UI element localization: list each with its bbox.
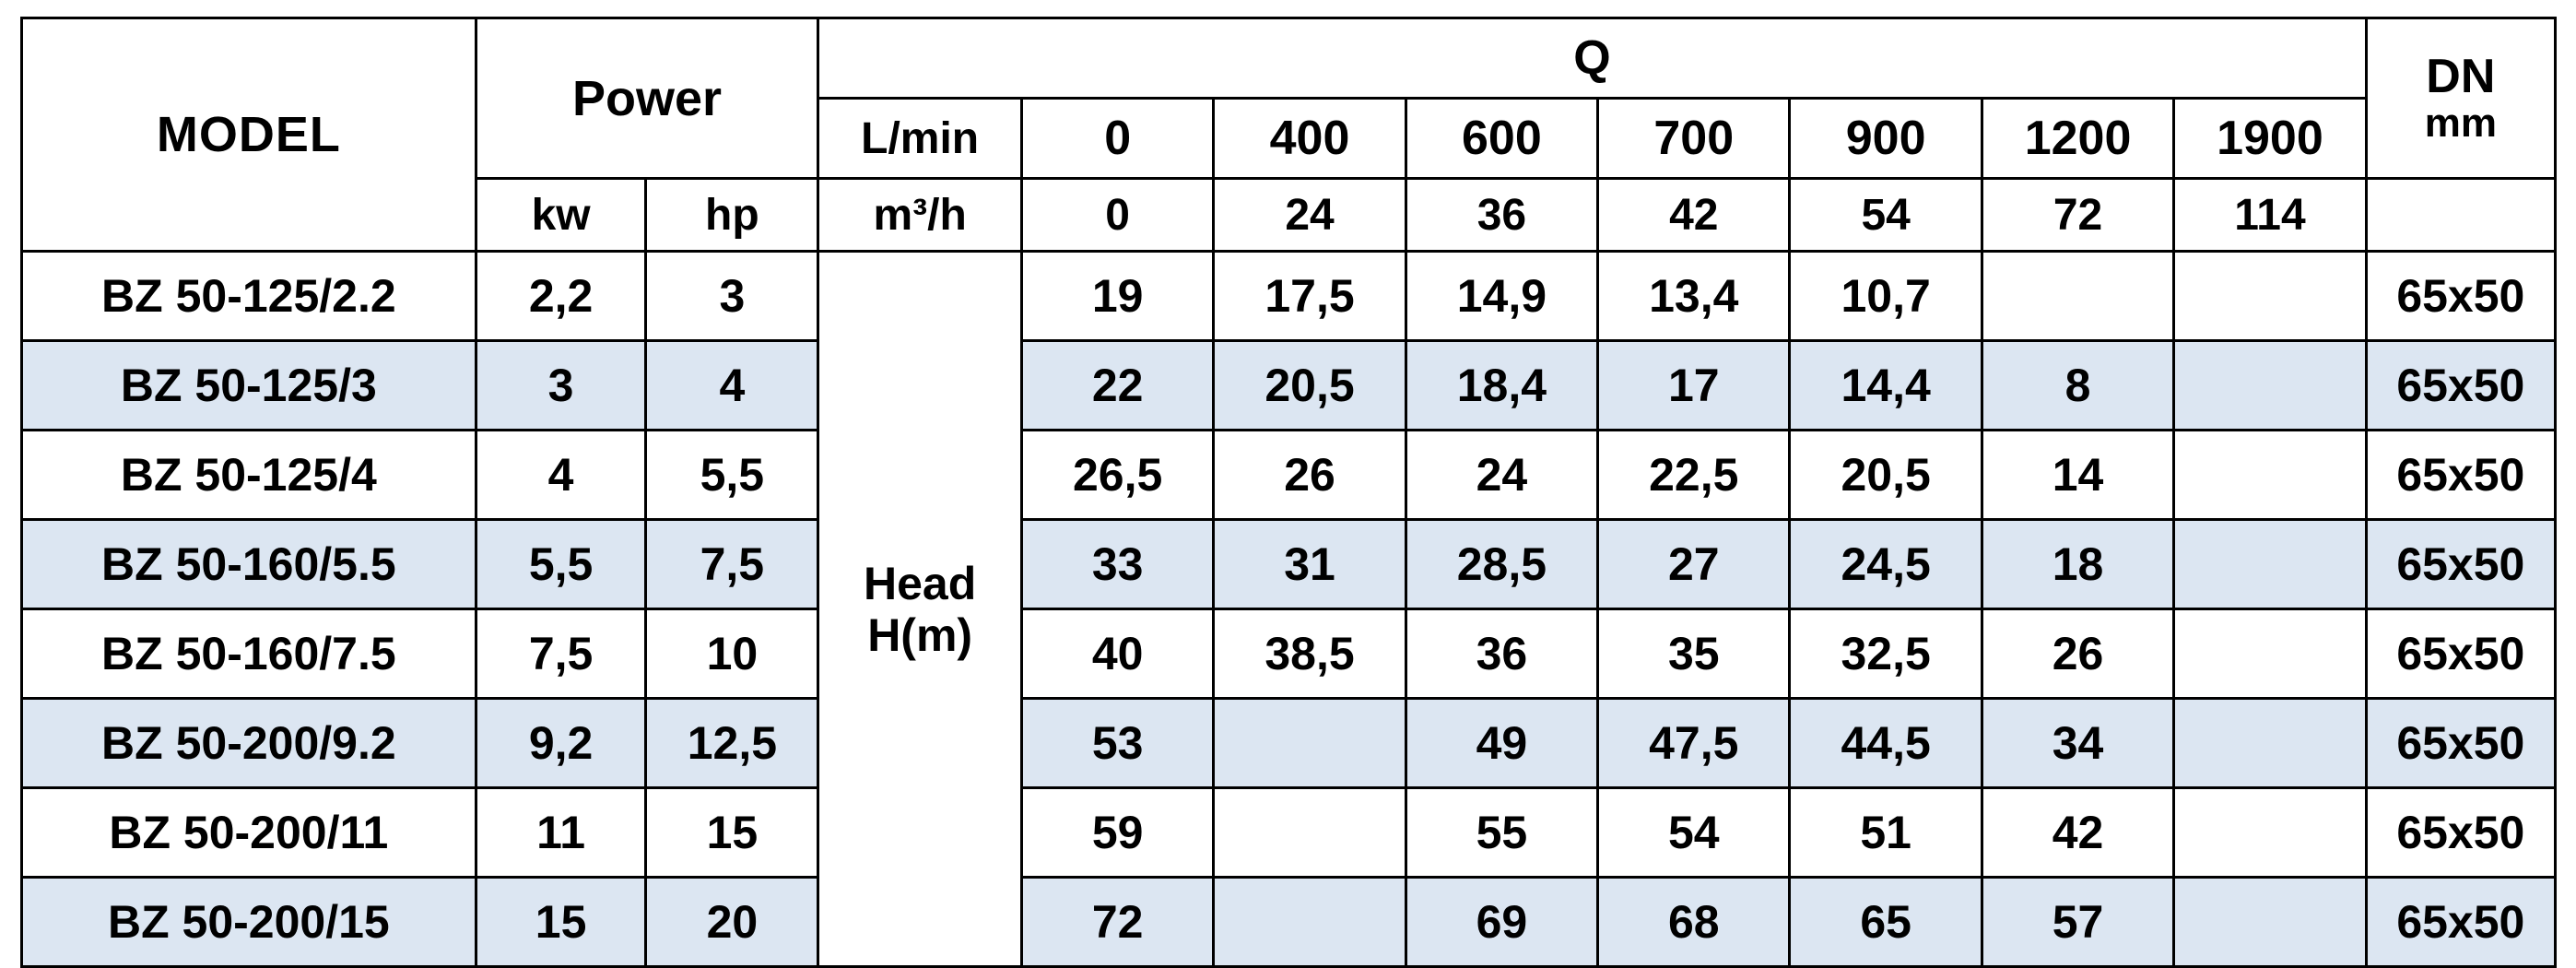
header-dn-spacer: [2366, 179, 2555, 252]
cell-head-2: 14,9: [1406, 252, 1597, 341]
cell-head-0: 53: [1021, 699, 1213, 788]
header-unit-kw: kw: [476, 179, 646, 252]
cell-head-0: 26,5: [1021, 431, 1213, 520]
cell-head-0: 40: [1021, 609, 1213, 699]
flow-lmin-3: 700: [1598, 99, 1790, 179]
header-dn: [2366, 18, 2555, 179]
cell-head-5: 57: [1982, 878, 2173, 967]
cell-head-1: 17,5: [1214, 252, 1406, 341]
cell-hp: 4: [646, 341, 818, 431]
flow-lmin-2: 600: [1406, 99, 1597, 179]
flow-m3h-6: 114: [2174, 179, 2366, 252]
header-dn-unit: mm: [2424, 100, 2497, 146]
cell-head-0: 19: [1021, 252, 1213, 341]
head-axis-line1: Head: [863, 557, 977, 609]
pump-performance-table: [20, 17, 2557, 968]
cell-head-1: 38,5: [1214, 609, 1406, 699]
cell-model: BZ 50-200/11: [22, 788, 476, 878]
table-row: [22, 431, 2556, 520]
table-header: [22, 18, 2556, 252]
cell-head-3: 47,5: [1598, 699, 1790, 788]
flow-m3h-3: 42: [1598, 179, 1790, 252]
cell-dn: 65x50: [2366, 252, 2555, 341]
cell-hp: 3: [646, 252, 818, 341]
cell-head-1: 20,5: [1214, 341, 1406, 431]
cell-head-1: [1214, 699, 1406, 788]
cell-kw: 7,5: [476, 609, 646, 699]
cell-head-2: 24: [1406, 431, 1597, 520]
flow-lmin-0: 0: [1021, 99, 1213, 179]
cell-head-5: 18: [1982, 520, 2173, 609]
cell-hp: 10: [646, 609, 818, 699]
table-row: [22, 788, 2556, 878]
cell-kw: 5,5: [476, 520, 646, 609]
cell-head-3: 17: [1598, 341, 1790, 431]
header-dn-label: DN: [2426, 50, 2496, 104]
cell-kw: 3: [476, 341, 646, 431]
cell-head-2: 69: [1406, 878, 1597, 967]
cell-head-6: [2174, 431, 2366, 520]
table-row: [22, 252, 2556, 341]
cell-head-4: 32,5: [1790, 609, 1982, 699]
cell-model: BZ 50-200/9.2: [22, 699, 476, 788]
cell-kw: 4: [476, 431, 646, 520]
cell-head-1: [1214, 878, 1406, 967]
cell-hp: 12,5: [646, 699, 818, 788]
cell-head-3: 13,4: [1598, 252, 1790, 341]
header-power: Power: [476, 18, 818, 179]
cell-head-2: 36: [1406, 609, 1597, 699]
cell-head-4: 24,5: [1790, 520, 1982, 609]
cell-model: BZ 50-125/3: [22, 341, 476, 431]
cell-kw: 15: [476, 878, 646, 967]
cell-hp: 5,5: [646, 431, 818, 520]
header-unit-m3h: m³/h: [818, 179, 1022, 252]
cell-head-0: 22: [1021, 341, 1213, 431]
cell-hp: 15: [646, 788, 818, 878]
cell-head-2: 28,5: [1406, 520, 1597, 609]
table-row: [22, 341, 2556, 431]
cell-head-6: [2174, 341, 2366, 431]
flow-m3h-2: 36: [1406, 179, 1597, 252]
cell-head-6: [2174, 252, 2366, 341]
cell-model: BZ 50-160/5.5: [22, 520, 476, 609]
cell-dn: 65x50: [2366, 431, 2555, 520]
cell-head-0: 59: [1021, 788, 1213, 878]
cell-head-3: 68: [1598, 878, 1790, 967]
cell-head-6: [2174, 788, 2366, 878]
flow-m3h-0: 0: [1021, 179, 1213, 252]
cell-head-6: [2174, 609, 2366, 699]
cell-head-1: 31: [1214, 520, 1406, 609]
flow-m3h-4: 54: [1790, 179, 1982, 252]
cell-head-3: 35: [1598, 609, 1790, 699]
cell-dn: 65x50: [2366, 609, 2555, 699]
cell-hp: 7,5: [646, 520, 818, 609]
cell-head-4: 44,5: [1790, 699, 1982, 788]
cell-head-6: [2174, 699, 2366, 788]
table-row: [22, 609, 2556, 699]
table-body: [22, 252, 2556, 967]
table-row: [22, 699, 2556, 788]
cell-dn: 65x50: [2366, 520, 2555, 609]
table-row: [22, 878, 2556, 967]
cell-model: BZ 50-200/15: [22, 878, 476, 967]
cell-head-3: 54: [1598, 788, 1790, 878]
cell-head-5: 14: [1982, 431, 2173, 520]
cell-head-4: 65: [1790, 878, 1982, 967]
cell-dn: 65x50: [2366, 699, 2555, 788]
cell-head-3: 27: [1598, 520, 1790, 609]
cell-head-6: [2174, 520, 2366, 609]
cell-model: BZ 50-160/7.5: [22, 609, 476, 699]
cell-head-0: 72: [1021, 878, 1213, 967]
flow-lmin-5: 1200: [1982, 99, 2173, 179]
cell-kw: 2,2: [476, 252, 646, 341]
cell-model: BZ 50-125/2.2: [22, 252, 476, 341]
cell-head-5: [1982, 252, 2173, 341]
cell-head-5: 26: [1982, 609, 2173, 699]
cell-head-4: 51: [1790, 788, 1982, 878]
cell-kw: 9,2: [476, 699, 646, 788]
cell-dn: 65x50: [2366, 341, 2555, 431]
header-unit-lmin: L/min: [818, 99, 1022, 179]
flow-m3h-5: 72: [1982, 179, 2173, 252]
cell-head-5: 8: [1982, 341, 2173, 431]
cell-head-0: 33: [1021, 520, 1213, 609]
cell-head-3: 22,5: [1598, 431, 1790, 520]
cell-head-2: 49: [1406, 699, 1597, 788]
cell-head-6: [2174, 878, 2366, 967]
table-row: [22, 520, 2556, 609]
cell-head-2: 18,4: [1406, 341, 1597, 431]
header-unit-hp: hp: [646, 179, 818, 252]
flow-m3h-1: 24: [1214, 179, 1406, 252]
flow-lmin-6: 1900: [2174, 99, 2366, 179]
header-q: Q: [818, 18, 2366, 99]
cell-head-5: 42: [1982, 788, 2173, 878]
cell-head-1: 26: [1214, 431, 1406, 520]
flow-lmin-4: 900: [1790, 99, 1982, 179]
cell-head-4: 10,7: [1790, 252, 1982, 341]
cell-dn: 65x50: [2366, 878, 2555, 967]
head-axis-line2: H(m): [867, 608, 973, 661]
head-axis-label: [818, 252, 1022, 967]
cell-head-5: 34: [1982, 699, 2173, 788]
cell-head-1: [1214, 788, 1406, 878]
header-model: MODEL: [22, 18, 476, 252]
cell-hp: 20: [646, 878, 818, 967]
cell-dn: 65x50: [2366, 788, 2555, 878]
header-row-top: [22, 18, 2556, 99]
cell-model: BZ 50-125/4: [22, 431, 476, 520]
cell-head-4: 20,5: [1790, 431, 1982, 520]
cell-kw: 11: [476, 788, 646, 878]
cell-head-4: 14,4: [1790, 341, 1982, 431]
flow-lmin-1: 400: [1214, 99, 1406, 179]
cell-head-2: 55: [1406, 788, 1597, 878]
